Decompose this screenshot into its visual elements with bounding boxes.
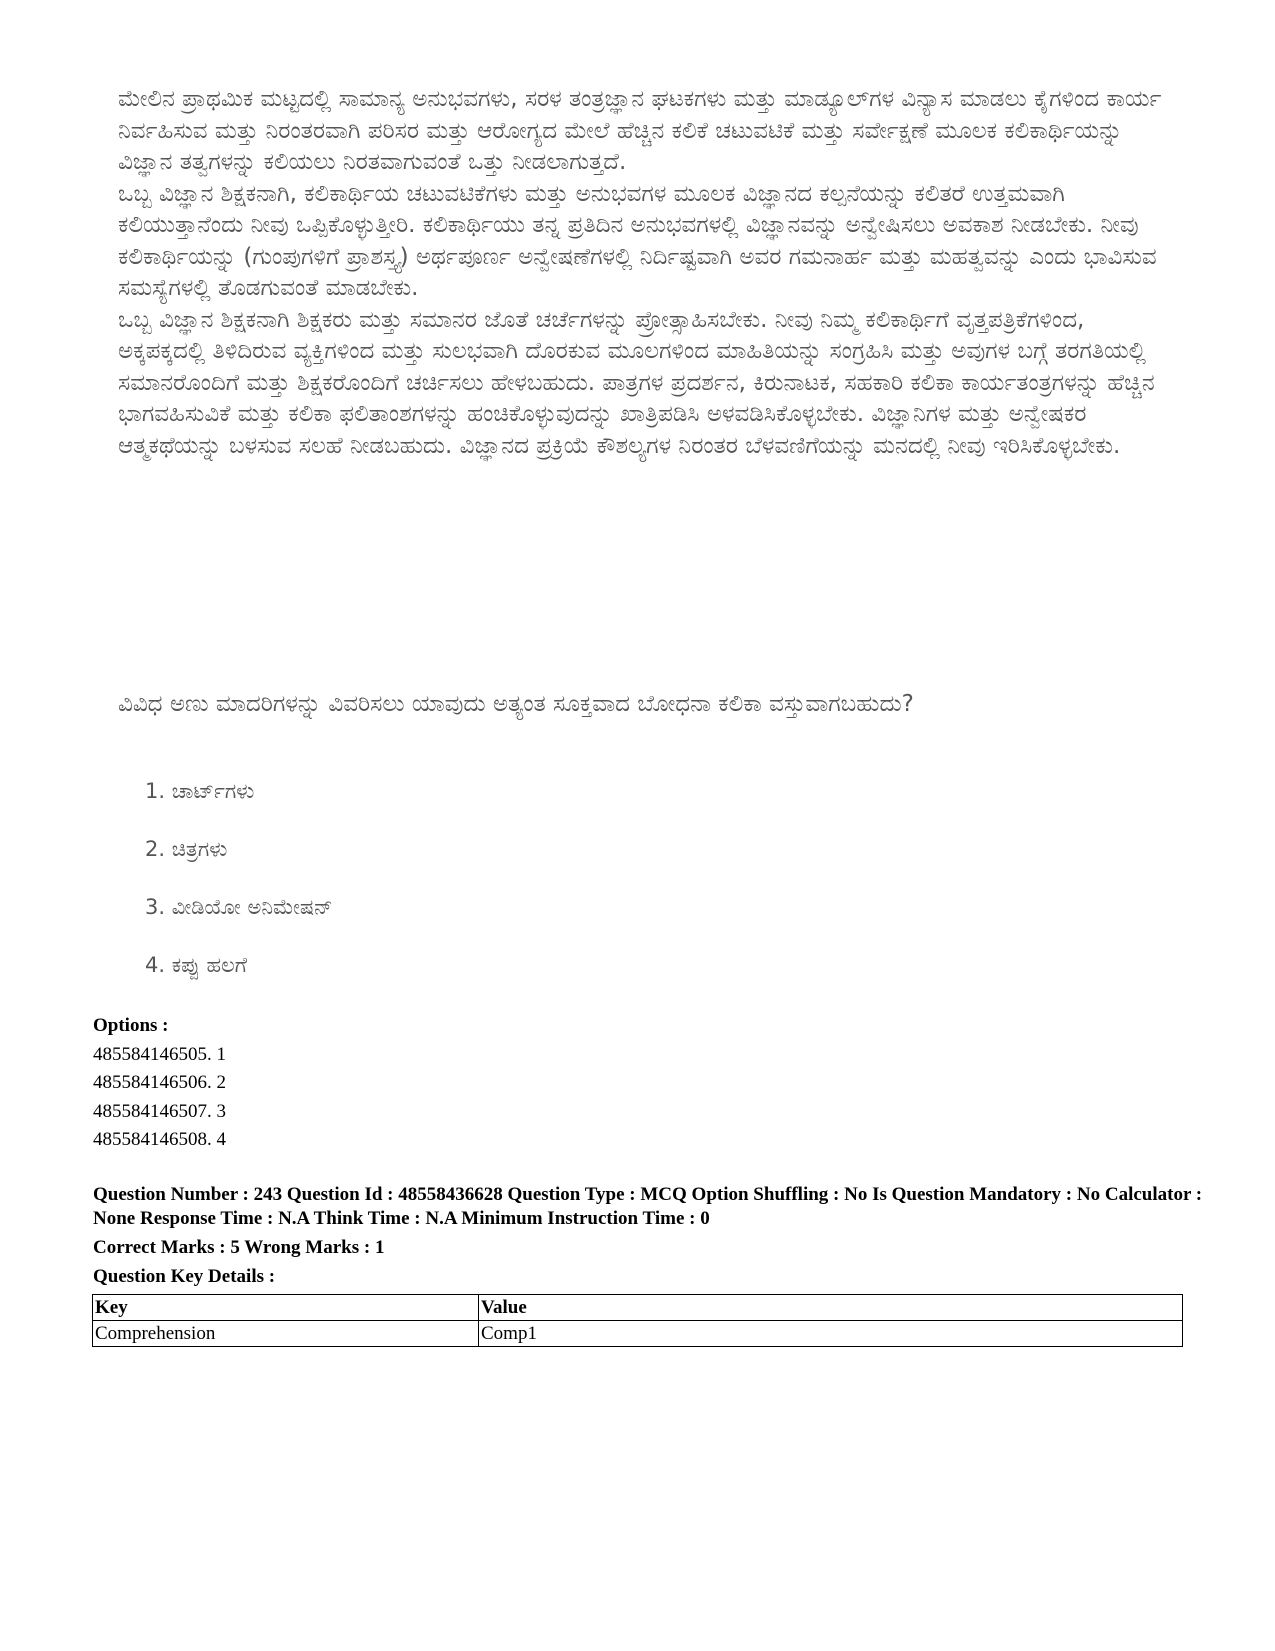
table-cell-value: Comp1 — [479, 1321, 1183, 1347]
answer-choice-4: 4. ಕಪ್ಪು ಹಲಗೆ — [145, 953, 247, 977]
table-cell-key: Comprehension — [93, 1321, 479, 1347]
answer-choices — [145, 776, 333, 1008]
passage-paragraph-2: ಒಬ್ಬ ವಿಜ್ಞಾನ ಶಿಕ್ಷಕನಾಗಿ, ಕಲಿಕಾರ್ಥಿಯ ಚಟುವಟಿಕೆಗಳು ಮತ್ತು ಅನುಭವಗಳ ಮೂಲಕ ವಿಜ್ಞಾನದ ಕಲ್ಪನೆಯನ್ನು ಕಲಿತರೆ ಉತ್ತಮವಾಗಿ ಕಲಿಯುತ್ತಾನೆಂದು ನೀವು ಒಪ್ಪಿಕೊಳ್ಳುತ್ತೀರಿ. ಕಲಿಕಾರ್ಥಿಯು ತನ್ನ ಪ್ರತಿದಿನ ಅನುಭವಗಳಲ್ಲಿ ವಿಜ್ಞಾನವನ್ನು ಅನ್ವೇಷಿಸಲು ಅವಕಾಶ ನೀಡಬೇಕು. ನೀವು ಕಲಿಕಾರ್ಥಿಯನ್ನು (ಗುಂಪುಗಳಿಗೆ ಪ್ರಾಶಸ್ತ್ಯ) ಅರ್ಥಪೂರ್ಣ ಅನ್ವೇಷಣೆಗಳಲ್ಲಿ ನಿರ್ದಿಷ್ಟವಾಗಿ ಅವರ ಗಮನಾರ್ಹ ಮತ್ತು ಮಹತ್ವವನ್ನು ಎಂದು ಭಾವಿಸುವ ಸಮಸ್ಯೆಗಳಲ್ಲಿ ತೊಡಗುವಂತೆ ಮಾಡಬೇಕು. — [118, 180, 1157, 301]
marks-line: Correct Marks : 5 Wrong Marks : 1 — [93, 1237, 385, 1258]
option-id-3: 485584146507. 3 — [93, 1100, 226, 1122]
question-key-table — [92, 1294, 1183, 1347]
question-text: ವಿವಿಧ ಅಣು ಮಾದರಿಗಳನ್ನು ವಿವರಿಸಲು ಯಾವುದು ಅತ್ಯಂತ ಸೂಕ್ತವಾದ ಬೋಧನಾ ಕಲಿಕಾ ವಸ್ತುವಾಗಬಹುದು? — [118, 691, 914, 717]
option-id-4: 485584146508. 4 — [93, 1129, 226, 1150]
option-id-1: 485584146505. 1 — [93, 1043, 226, 1065]
option-id-2: 485584146506. 2 — [93, 1072, 226, 1093]
passage-paragraph-3: ಒಬ್ಬ ವಿಜ್ಞಾನ ಶಿಕ್ಷಕನಾಗಿ ಶಿಕ್ಷಕರು ಮತ್ತು ಸಮಾನರ ಜೊತೆ ಚರ್ಚೆಗಳನ್ನು ಪ್ರೋತ್ಸಾಹಿಸಬೇಕು. ನೀವು ನಿಮ್ಮ ಕಲಿಕಾರ್ಥಿಗೆ ವೃತ್ತಪತ್ರಿಕೆಗಳಿಂದ, ಅಕ್ಕಪಕ್ಕದಲ್ಲಿ ತಿಳಿದಿರುವ ವ್ಯಕ್ತಿಗಳಿಂದ ಮತ್ತು ಸುಲಭವಾಗಿ ದೊರಕುವ ಮೂಲಗಳಿಂದ ಮಾಹಿತಿಯನ್ನು ಸಂಗ್ರಹಿಸಿ ಮತ್ತು ಅವುಗಳ ಬಗ್ಗೆ ತರಗತಿಯಲ್ಲಿ ಸಮಾನರೊಂದಿಗೆ ಮತ್ತು ಶಿಕ್ಷಕರೊಂದಿಗೆ ಚರ್ಚಿಸಲು ಹೇಳಬಹುದು. ಪಾತ್ರಗಳ ಪ್ರದರ್ಶನ, ಕಿರುನಾಟಕ, ಸಹಕಾರಿ ಕಲಿಕಾ ಕಾರ್ಯತಂತ್ರಗಳನ್ನು ಹೆಚ್ಚಿನ ಭಾಗವಹಿಸುವಿಕೆ ಮತ್ತು ಕಲಿಕಾ ಫಲಿತಾಂಶಗಳನ್ನು ಹಂಚಿಕೊಳ್ಳುವುದನ್ನು ಖಾತ್ರಿಪಡಿಸಿ ಅಳವಡಿಸಿಕೊಳ್ಳಬೇಕು. ವಿಜ್ಞಾನಿಗಳ ಮತ್ತು ಅನ್ವೇಷಕರ ಆತ್ಮಕಥೆಯನ್ನು ಬಳಸುವ ಸಲಹೆ ನೀಡಬಹುದು. ವಿಜ್ಞಾನದ ಪ್ರಕ್ರಿಯೆ ಕೌಶಲ್ಯಗಳ ನಿರಂತರ ಬೆಳವಣಿಗೆಯನ್ನು ಮನದಲ್ಲಿ ನೀವು ಇರಿಸಿಕೊಳ್ಳಬೇಕು. — [118, 306, 1155, 459]
table-header-key: Key — [93, 1295, 479, 1321]
key-details-title: Question Key Details : — [93, 1266, 276, 1287]
table-row — [93, 1321, 1183, 1347]
options-title: Options : — [93, 1015, 169, 1036]
table-header-row — [93, 1295, 1183, 1321]
question-metadata — [93, 1183, 1203, 1289]
answer-choice-2: 2. ಚಿತ್ರಗಳು — [145, 837, 228, 861]
passage-paragraph-1: ಮೇಲಿನ ಪ್ರಾಥಮಿಕ ಮಟ್ಟದಲ್ಲಿ ಸಾಮಾನ್ಯ ಅನುಭವಗಳು, ಸರಳ ತಂತ್ರಜ್ಞಾನ ಘಟಕಗಳು ಮತ್ತು ಮಾಡ್ಯೂಲ್‌ಗಳ ವಿನ್ಯಾಸ ಮಾಡಲು ಕೈಗಳಿಂದ ಕಾರ್ಯ ನಿರ್ವಹಿಸುವ ಮತ್ತು ನಿರಂತರವಾಗಿ ಪರಿಸರ ಮತ್ತು ಆರೋಗ್ಯದ ಮೇಲೆ ಹೆಚ್ಚಿನ ಕಲಿಕೆ ಚಟುವಟಿಕೆ ಮತ್ತು ಸರ್ವೇಕ್ಷಣೆ ಮೂಲಕ ಕಲಿಕಾರ್ಥಿಯನ್ನು ವಿಜ್ಞಾನ ತತ್ವಗಳನ್ನು ಕಲಿಯಲು ನಿರತವಾಗುವಂತೆ ಒತ್ತು ನೀಡಲಾಗುತ್ತದೆ. — [118, 86, 1162, 175]
comprehension-passage — [118, 84, 1178, 462]
answer-choice-3: 3. ವೀಡಿಯೋ ಅನಿಮೇಷನ್ — [145, 895, 333, 919]
question-info-line: Question Number : 243 Question Id : 48558436628 Question Type : MCQ Option Shuffling : No Is Question Mandatory : No Calculator : None Response Time : N.A Think Time : N.A Minimum Instruction Time : 0 — [93, 1184, 1203, 1229]
table-header-value: Value — [479, 1295, 1183, 1321]
options-block — [93, 1012, 226, 1155]
answer-choice-1: 1. ಚಾರ್ಟ್‌ಗಳು — [145, 779, 255, 803]
